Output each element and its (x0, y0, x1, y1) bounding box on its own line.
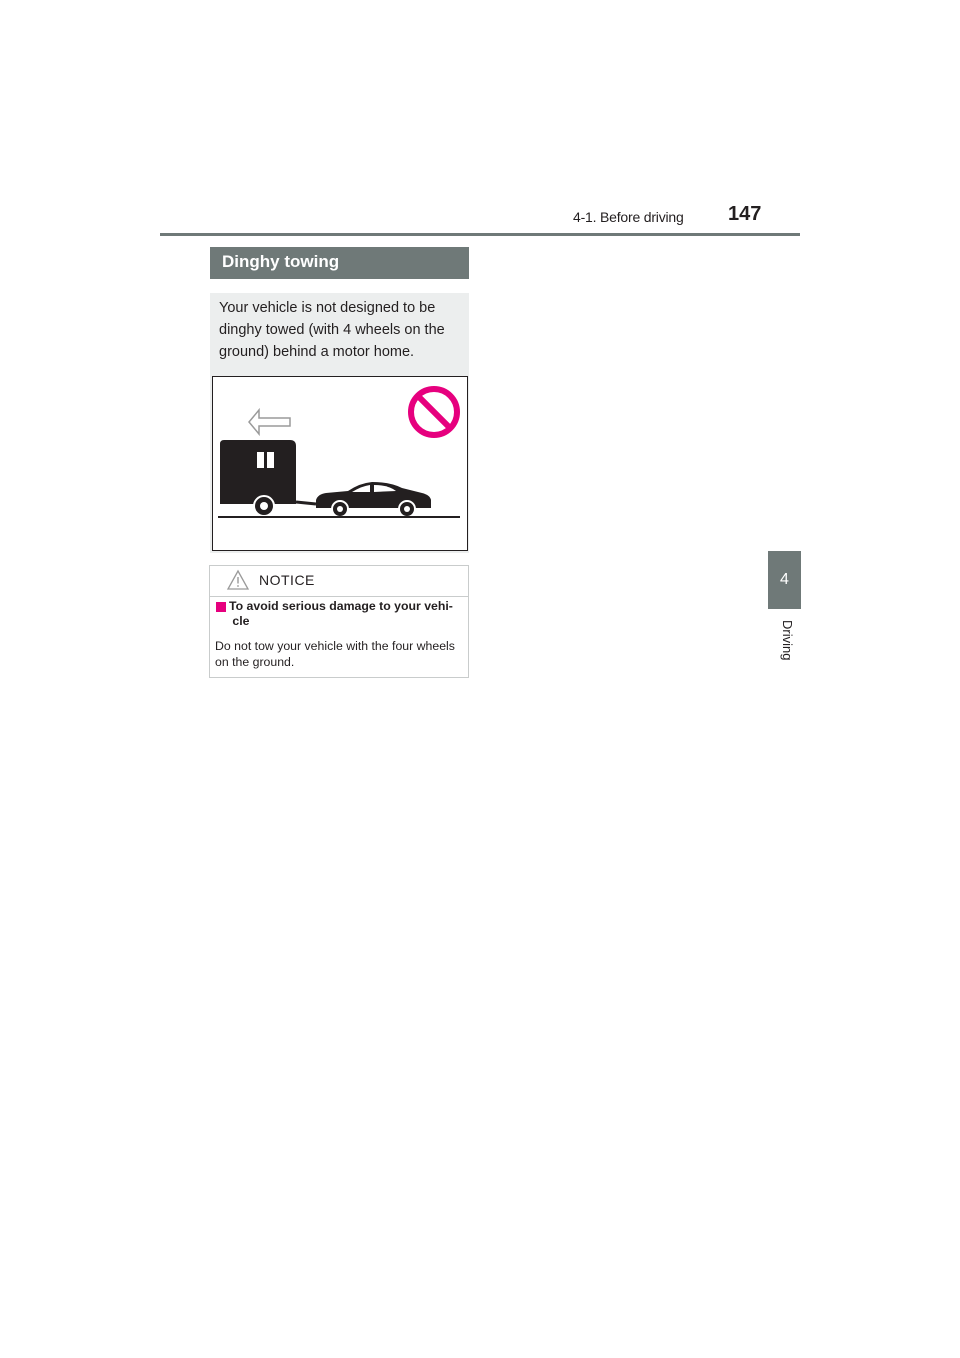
notice-separator (210, 596, 468, 597)
notice-box (209, 565, 469, 678)
section-description: Your vehicle is not designed to be dinghy towed (with 4 wheels on the ground) behind a motor home. (219, 300, 445, 360)
notice-body: Do not tow your vehicle with the four wheels on the ground. (215, 639, 455, 669)
header-section-title: 4-1. Before driving (573, 209, 684, 225)
chapter-tab[interactable]: 4 (768, 551, 801, 609)
warning-icon (226, 569, 250, 591)
chapter-name: Driving (780, 620, 795, 661)
dinghy-towing-illustration (212, 376, 468, 551)
header-rule (160, 233, 800, 236)
notice-bullet (216, 602, 226, 612)
section-title: Dinghy towing (210, 247, 469, 279)
notice-heading: To avoid serious damage to your vehi- cle (229, 599, 453, 628)
notice-label: NOTICE (259, 572, 315, 588)
tow-bar (296, 502, 316, 504)
page-number: 147 (728, 203, 762, 225)
